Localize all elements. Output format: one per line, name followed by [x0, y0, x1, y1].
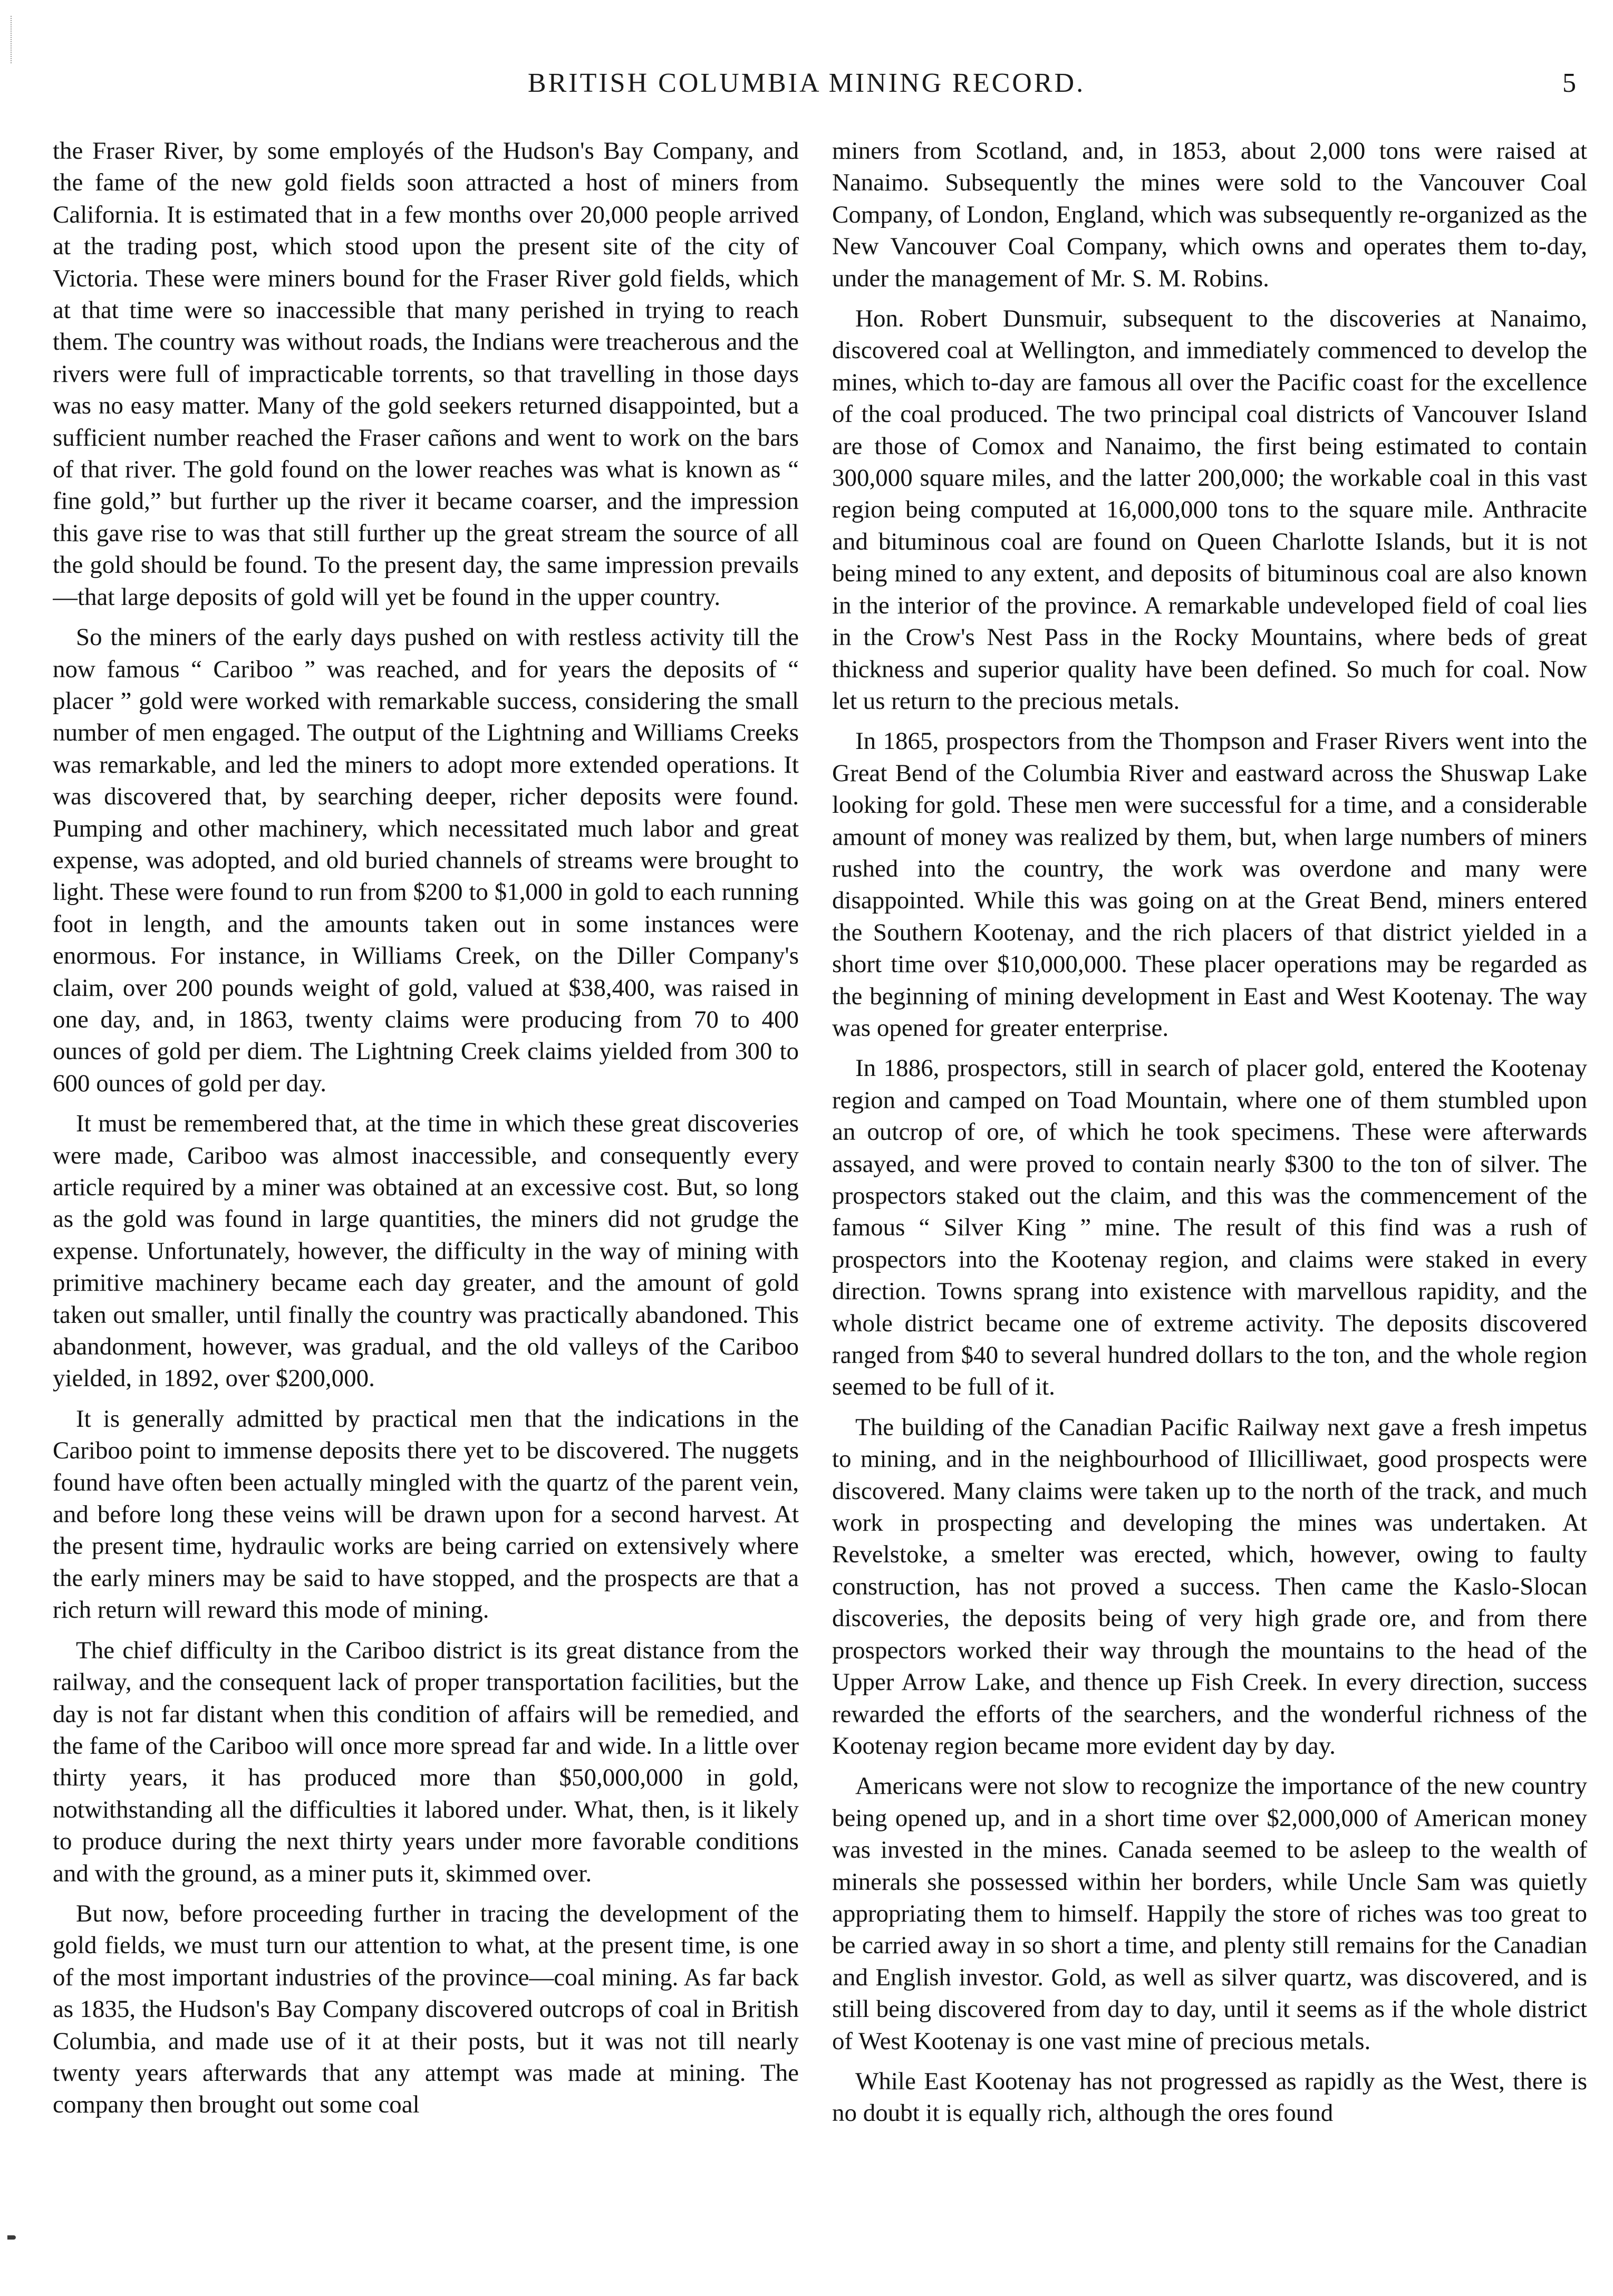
- paragraph: Americans were not slow to recognize the importance of the new country being opened up, and in a short time over $2,000,000 of American money was invested in the mines. Canada seemed to be asleep to the wealth of minerals she possessed within her borders, while Uncle Sam was quietly appropriating them to himself. Happily the store of riches was too great to be carried away in so short a time, and plenty still remains for the Canadian and English investor. Gold, as well as silver quartz, was discovered, and is still being discovered from day to day, until it seems as if the whole district of West Kootenay is one vast mine of precious metals.: [832, 1772, 1587, 2055]
- paragraph: The building of the Canadian Pacific Railway next gave a fresh impetus to mining, and in the neighbourhood of Illicilliwaet, good prospects were discovered. Many claims were taken up to the north of the track, and much work in prospecting and developing the mines was undertaken. At Revelstoke, a smelter was erected, which, however, owing to faulty construction, has not proved a success. Then came the Kaslo-Slocan discoveries, the deposits being of very high grade ore, and from there prospectors worked their way through the mountains to the head of the Upper Arrow Lake, and thence up Fish Creek. In every direction, success rewarded the efforts of the searchers, and the wonderful richness of the Kootenay region became more evident day by day.: [832, 1413, 1587, 1760]
- paragraph: It must be remembered that, at the time in which these great discoveries were made, Cariboo was almost inaccessible, and consequently every article required by a miner was obtained at an excessive cost. But, so long as the gold was found in large quantities, the miners did not grudge the expense. Unfortunately, however, the difficulty in the way of mining with primitive machinery became each day greater, and the amount of gold taken out smaller, until finally the country was practically abandoned. This abandonment, however, was gradual, and the old valleys of the Cariboo yielded, in 1892, over $200,000.: [53, 1110, 799, 1392]
- left-column: [53, 135, 799, 2261]
- paragraph: miners from Scotland, and, in 1853, about 2,000 tons were raised at Nanaimo. Subsequently the mines were sold to the Vancouver Coal Company, of London, England, which was subsequently re-organized as the New Vancouver Coal Company, which owns and operates them to-day, under the management of Mr. S. M. Robins.: [832, 137, 1587, 292]
- paragraph: Hon. Robert Dunsmuir, subsequent to the discoveries at Nanaimo, discovered coal at Wellington, and immediately commenced to develop the mines, which to-day are famous all over the Pacific coast for the excellence of the coal produced. The two principal coal districts of Vancouver Island are those of Comox and Nanaimo, the first being estimated to contain 300,000 square miles, and the latter 200,000; the workable coal in this vast region being computed at 16,000,000 tons to the square mile. Anthracite and bituminous coal are found on Queen Charlotte Islands, but it is not being mined to any extent, and deposits of bituminous coal are also known in the interior of the province. A remarkable undeveloped field of coal lies in the Crow's Nest Pass in the Rocky Mountains, where beds of great thickness and superior quality have been defined. So much for coal. Now let us return to the precious metals.: [832, 305, 1587, 715]
- page-number: 5: [1562, 68, 1576, 98]
- paragraph: The chief difficulty in the Cariboo district is its great distance from the railway, and the consequent lack of proper transportation facilities, but the day is not far distant when this condition of affairs will be remedied, and the fame of the Cariboo will once more spread far and wide. In a little over thirty years, it has produced more than $50,000,000 in gold, notwithstanding all the difficulties it labored under. What, then, is it likely to produce during the next thirty years under more favorable conditions and with the ground, as a miner puts it, skimmed over.: [53, 1636, 799, 1887]
- right-column: [832, 135, 1587, 2261]
- margin-mark: [11, 16, 13, 63]
- paragraph: So the miners of the early days pushed on with restless activity till the now famous “ Cariboo ” was reached, and for years the deposits of “ placer ” gold were worked with remarkable success, considering the small number of men engaged. The output of the Lightning and Williams Creeks was remarkable, and led the miners to adopt more extended operations. It was discovered that, by searching deeper, richer deposits were found. Pumping and other machinery, which necessitated much labor and great expense, was adopted, and old buried channels of streams were brought to light. These were found to run from $200 to $1,000 in gold to each running foot in length, and the amounts taken out in some instances were enormous. For instance, in Williams Creek, on the Diller Company's claim, over 200 pounds weight of gold, valued at $38,400, was raised in one day, and, in 1863, twenty claims were producing from 70 to 400 ounces of gold per diem. The Lightning Creek claims yielded from 300 to 600 ounces of gold per day.: [53, 623, 799, 1097]
- paragraph: It is generally admitted by practical men that the indications in the Cariboo point to immense deposits there yet to be discovered. The nuggets found have often been actually mingled with the quartz of the parent vein, and before long these veins will be drawn upon for a second harvest. At the present time, hydraulic works are being carried on extensively where the early miners may be said to have stopped, and the prospects are that a rich return will reward this mode of mining.: [53, 1405, 799, 1624]
- paragraph: While East Kootenay has not progressed as rapidly as the West, there is no doubt it is equally rich, although the ores found: [832, 2067, 1587, 2127]
- paragraph: But now, before proceeding further in tracing the development of the gold fields, we must turn our attention to what, at the present time, is one of the most important industries of the province—coal mining. As far back as 1835, the Hudson's Bay Company discovered outcrops of coal in British Columbia, and made use of it at their posts, but it was not till nearly twenty years afterwards that any attempt was made at mining. The company then brought out some coal: [53, 1899, 799, 2119]
- paragraph: the Fraser River, by some employés of the Hudson's Bay Company, and the fame of the new gold fields soon attracted a host of miners from California. It is estimated that in a few months over 20,000 people arrived at the trading post, which stood upon the present site of the city of Victoria. These were miners bound for the Fraser River gold fields, which at that time were so inaccessible that many perished in trying to reach them. The country was without roads, the Indians were treacherous and the rivers were full of impracticable torrents, so that travelling in those days was no easy matter. Many of the gold seekers returned disappointed, but a sufficient number reached the Fraser cañons and went to work on the bars of that river. The gold found on the lower reaches was what is known as “ fine gold,” but further up the river it became coarser, and the impression this gave rise to was that still further up the great stream the source of all the gold should be found. To the present day, the same impression prevails—that large deposits of gold will yet be found in the upper country.: [53, 137, 799, 611]
- paragraph: In 1886, prospectors, still in search of placer gold, entered the Kootenay region and camped on Toad Mountain, where one of them stumbled upon an outcrop of ore, of which he took specimens. These were afterwards assayed, and were proved to contain nearly $300 to the ton of silver. The prospectors staked out the claim, and this was the commencement of the famous “ Silver King ” mine. The result of this find was a rush of prospectors into the Kootenay region, and claims were staked in every direction. Towns sprang into existence with marvellous rapidity, and the whole district became one of extreme activity. The deposits discovered ranged from $40 to several hundred dollars to the ton, and the whole region seemed to be full of it.: [832, 1054, 1587, 1401]
- margin-mark: [7, 2235, 16, 2240]
- page-header: [0, 62, 1613, 104]
- paragraph: In 1865, prospectors from the Thompson and Fraser Rivers went into the Great Bend of the Columbia River and eastward across the Shuswap Lake looking for gold. These men were successful for a time, and a considerable amount of money was realized by them, but, when large numbers of miners rushed into the country, the work was overdone and many were disappointed. While this was going on at the Great Bend, miners entered the Southern Kootenay, and the rich placers of that district yielded in a short time over $10,000,000. These placer operations may be regarded as the beginning of mining development in East and West Kootenay. The way was opened for greater enterprise.: [832, 727, 1587, 1042]
- running-title: BRITISH COLUMBIA MINING RECORD.: [527, 68, 1086, 98]
